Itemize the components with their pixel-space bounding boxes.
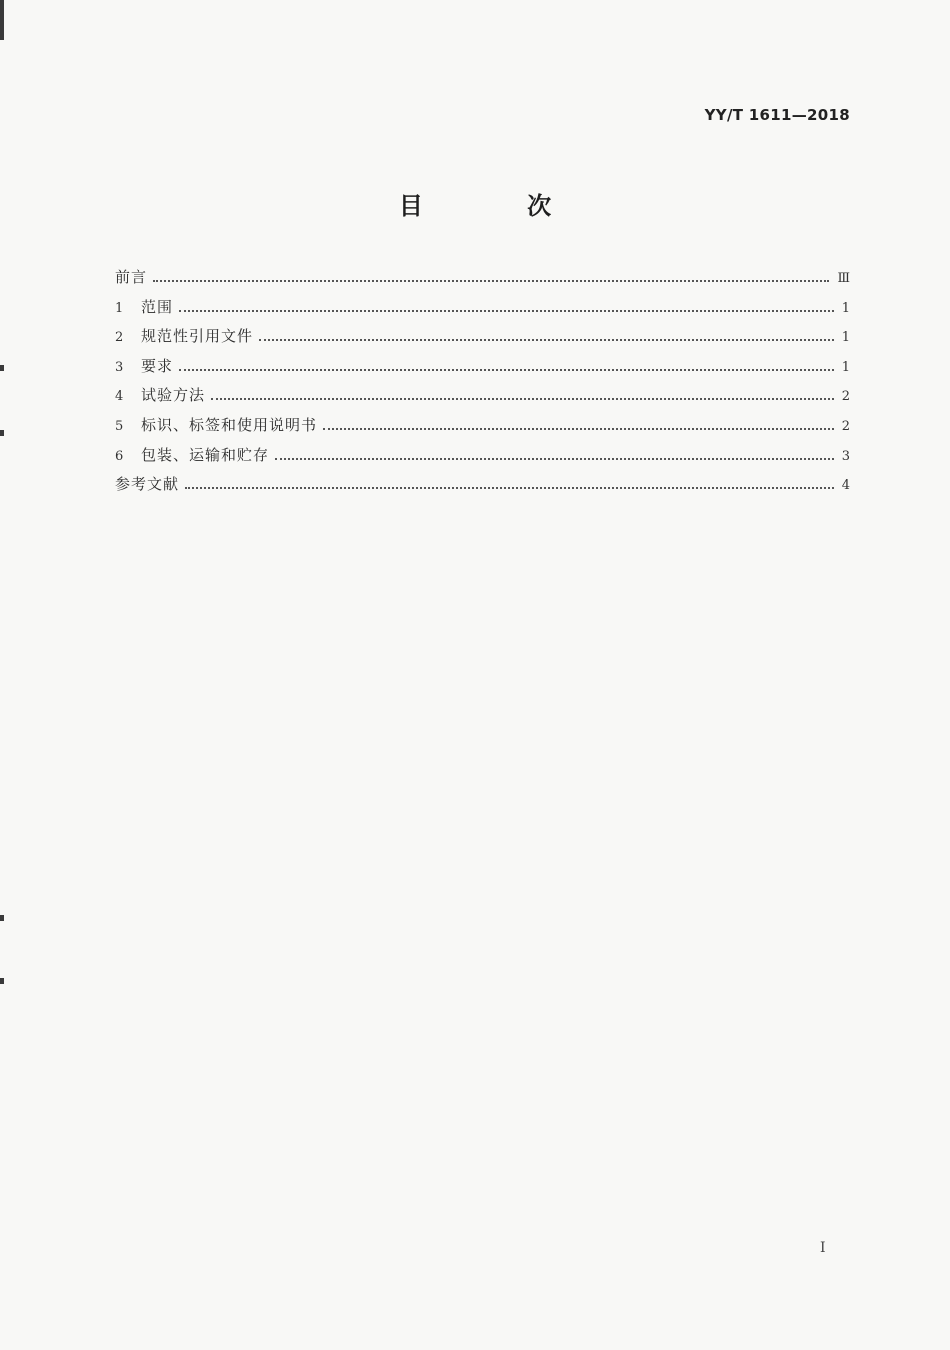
table-of-contents <box>115 266 850 503</box>
toc-entry-label: 前言 <box>115 268 148 286</box>
dot-leader <box>179 368 834 371</box>
scan-edge-mark <box>0 0 4 40</box>
scan-edge-mark <box>0 915 4 921</box>
toc-title: 目 次 <box>398 192 600 220</box>
dot-leader <box>259 338 834 341</box>
toc-entry-page: 1 <box>841 300 850 316</box>
toc-entry-number: 1 <box>115 300 124 316</box>
dot-leader <box>323 427 834 430</box>
dot-leader <box>179 309 834 312</box>
toc-entry-page: Ⅲ <box>837 271 850 286</box>
scan-edge-mark <box>0 978 4 984</box>
toc-entry-label: 包装、运输和贮存 <box>141 445 270 464</box>
toc-entry-scope[interactable] <box>115 296 850 326</box>
dot-leader <box>153 279 829 282</box>
toc-entry-page: 1 <box>841 359 850 375</box>
toc-entry-requirements[interactable] <box>115 355 850 385</box>
toc-entry-bibliography[interactable] <box>115 473 850 503</box>
toc-entry-preface[interactable] <box>115 266 850 296</box>
toc-entry-test-methods[interactable] <box>115 384 850 414</box>
toc-entry-normative-references[interactable] <box>115 325 850 355</box>
toc-entry-number: 6 <box>115 448 124 464</box>
toc-entry-page: 1 <box>841 330 850 346</box>
toc-entry-label: 参考文献 <box>115 475 180 494</box>
toc-entry-label: 标识、标签和使用说明书 <box>141 415 318 434</box>
toc-entry-label: 规范性引用文件 <box>141 327 254 346</box>
scan-edge-mark <box>0 430 4 436</box>
toc-entry-marking-labelling[interactable] <box>115 414 850 444</box>
toc-entry-number: 4 <box>115 389 124 405</box>
toc-entry-page: 2 <box>841 418 850 434</box>
document-id: YY/T 1611—2018 <box>704 106 850 124</box>
toc-entry-label: 范围 <box>141 297 174 316</box>
page-number: I <box>820 1240 826 1256</box>
dot-leader <box>275 457 834 460</box>
dot-leader <box>185 486 834 489</box>
toc-entry-label: 要求 <box>141 356 174 375</box>
toc-entry-number: 3 <box>115 359 124 375</box>
dot-leader <box>211 397 834 400</box>
toc-entry-label: 试验方法 <box>141 386 206 405</box>
toc-entry-page: 3 <box>841 448 850 464</box>
toc-entry-page: 4 <box>841 478 850 494</box>
toc-entry-page: 2 <box>841 389 850 405</box>
toc-entry-number: 5 <box>115 418 124 434</box>
toc-entry-number: 2 <box>115 330 124 346</box>
scan-edge-mark <box>0 365 4 371</box>
toc-entry-packaging-transport-storage[interactable] <box>115 444 850 474</box>
